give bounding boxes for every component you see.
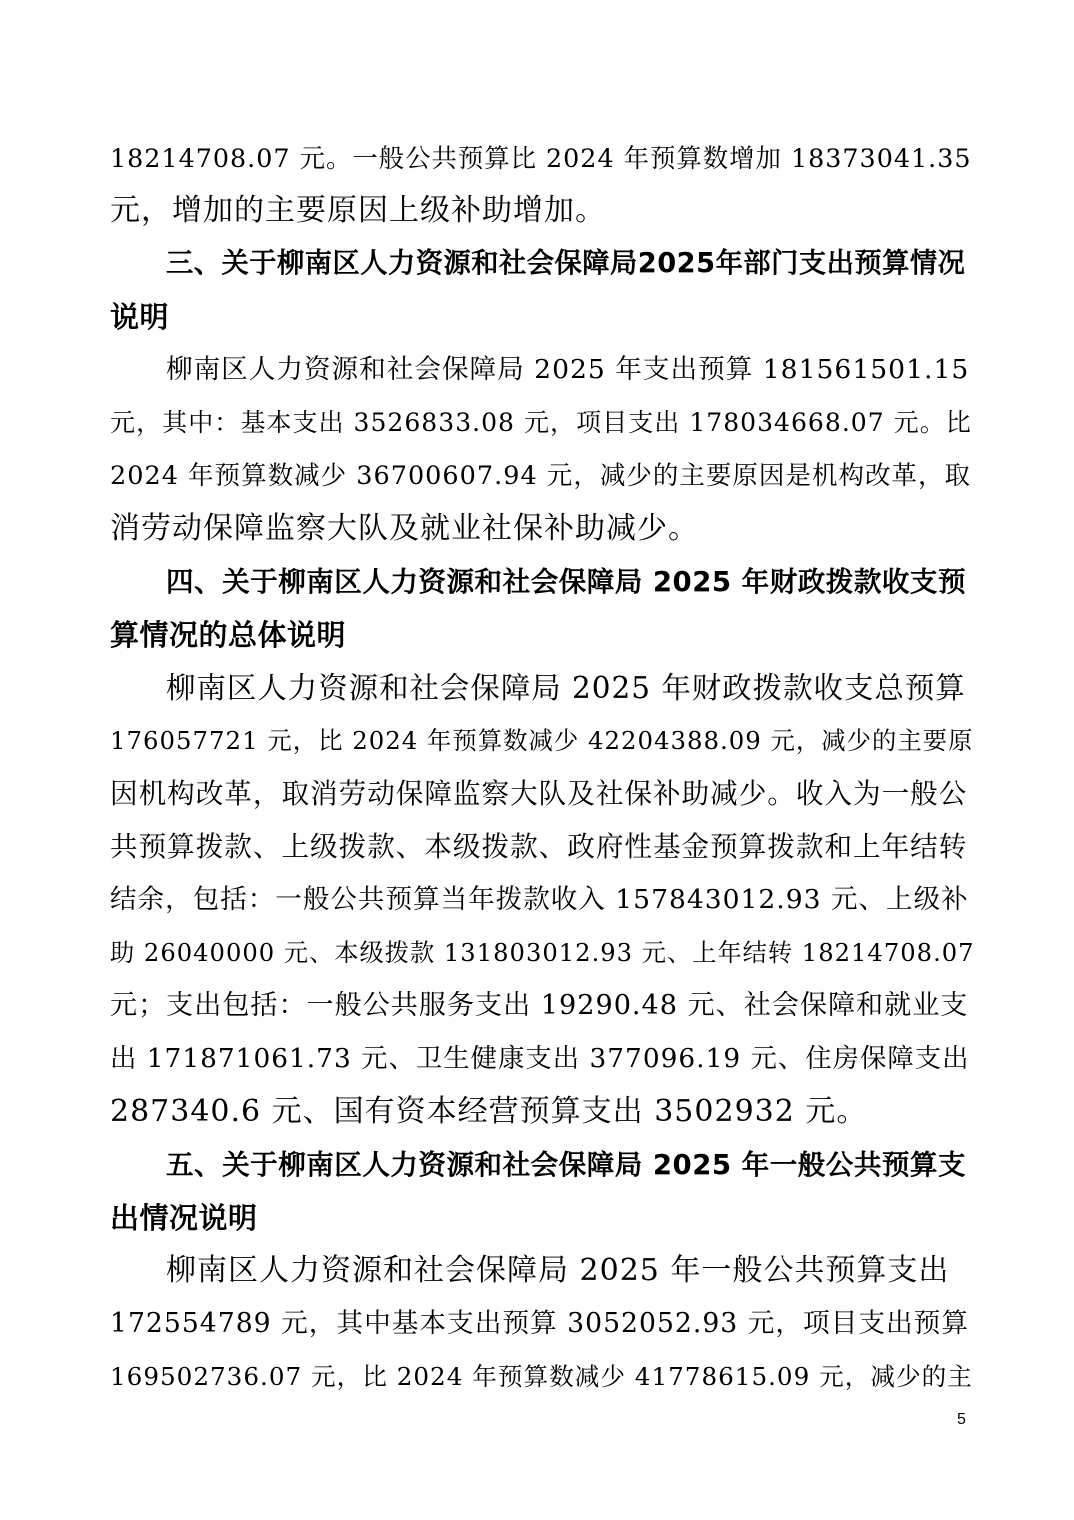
section-heading-4-line-1: 四、关于柳南区人力资源和社会保障局 2025 年财政拨款收支预 bbox=[166, 566, 967, 598]
body-line-15: 结余，包括：一般公共预算当年拨款收入 157843012.93 元、上级补 bbox=[110, 884, 969, 915]
body-line-17: 元；支出包括：一般公共服务支出 19290.48 元、社会保障和就业支 bbox=[110, 990, 969, 1021]
body-line-18: 出 171871061.73 元、卫生健康支出 377096.19 元、住房保障支出 bbox=[110, 1044, 970, 1074]
body-line-13: 因机构改革，取消劳动保障监察大队及社保补助减少。收入为一般公 bbox=[110, 777, 968, 810]
body-line-24: 169502736.07 元，比 2024 年预算数减少 41778615.09 元，减少的主 bbox=[110, 1362, 973, 1391]
body-line-5: 柳南区人力资源和社会保障局 2025 年支出预算 181561501.15 bbox=[166, 354, 970, 385]
body-line-23: 172554789 元，其中基本支出预算 3052052.93 元，项目支出预算 bbox=[110, 1308, 969, 1339]
section-heading-4-line-2: 算情况的总体说明 bbox=[110, 618, 347, 652]
body-line-16: 助 26040000 元、本级拨款 131803012.93 元、上年结转 18214708.07 bbox=[110, 939, 975, 967]
body-line-7: 2024 年预算数减少 36700607.94 元，减少的主要原因是机构改革，取 bbox=[110, 461, 972, 491]
body-line-1: 18214708.07 元。一般公共预算比 2024 年预算数增加 18373041.35 bbox=[110, 143, 972, 173]
section-heading-3-line-1: 三、关于柳南区人力资源和社会保障局2025年部门支出预算情况 bbox=[166, 248, 966, 279]
body-line-6: 元，其中：基本支出 3526833.08 元，项目支出 178034668.07 元。比 bbox=[110, 408, 972, 437]
body-line-19: 287340.6 元、国有资本经营预算支出 3502932 元。 bbox=[110, 1094, 868, 1129]
body-line-2: 元，增加的主要原因上级补助增加。 bbox=[110, 193, 606, 228]
section-heading-5-line-1: 五、关于柳南区人力资源和社会保障局 2025 年一般公共预算支 bbox=[166, 1149, 967, 1181]
body-line-22: 柳南区人力资源和社会保障局 2025 年一般公共预算支出 bbox=[166, 1253, 950, 1288]
body-line-11: 柳南区人力资源和社会保障局 2025 年财政拨款收支总预算 bbox=[166, 671, 966, 705]
body-line-14: 共预算拨款、上级拨款、本级拨款、政府性基金预算拨款和上年结转 bbox=[110, 830, 968, 863]
page-number: 5 bbox=[957, 1411, 966, 1428]
section-heading-5-line-2: 出情况说明 bbox=[110, 1201, 258, 1235]
body-line-12: 176057721 元，比 2024 年预算数减少 42204388.09 元，减少的主要原 bbox=[110, 726, 974, 755]
body-line-8: 消劳动保障监察大队及就业社保补助减少。 bbox=[110, 511, 699, 546]
section-heading-3-line-2: 说明 bbox=[110, 300, 170, 334]
